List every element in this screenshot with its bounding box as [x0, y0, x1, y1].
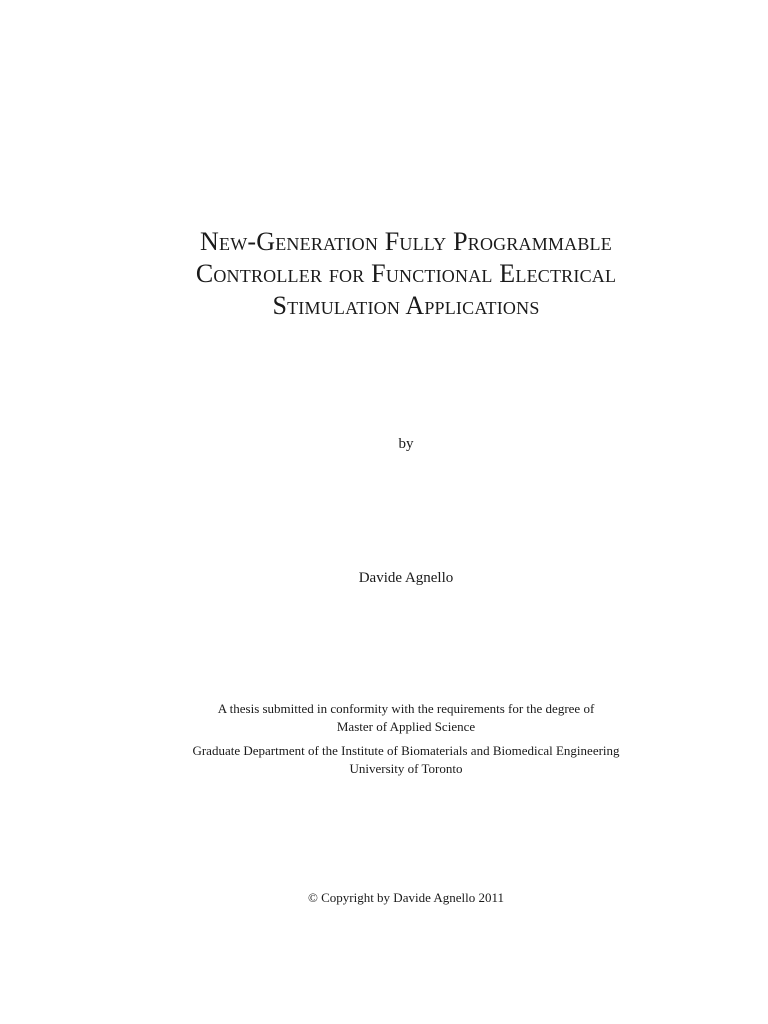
thesis-title: [24, 226, 768, 322]
thesis-statement: [24, 700, 768, 736]
title-line-3: Stimulation Applications: [272, 291, 540, 320]
by-label: by: [398, 436, 414, 452]
author-name: Davide Agnello: [358, 570, 454, 586]
thesis-statement-line-1: A thesis submitted in conformity with the requirements for the degree of: [217, 701, 595, 716]
title-line-2: Controller for Functional Electrical: [195, 259, 617, 288]
copyright-notice: © Copyright by Davide Agnello 2011: [307, 890, 505, 905]
department-info: [24, 742, 768, 778]
university-name: University of Toronto: [349, 761, 463, 776]
department-name: Graduate Department of the Institute of Biomaterials and Biomedical Engineering: [192, 743, 620, 758]
degree-name: Master of Applied Science: [336, 719, 476, 734]
title-line-1: New-Generation Fully Programmable: [200, 227, 612, 256]
